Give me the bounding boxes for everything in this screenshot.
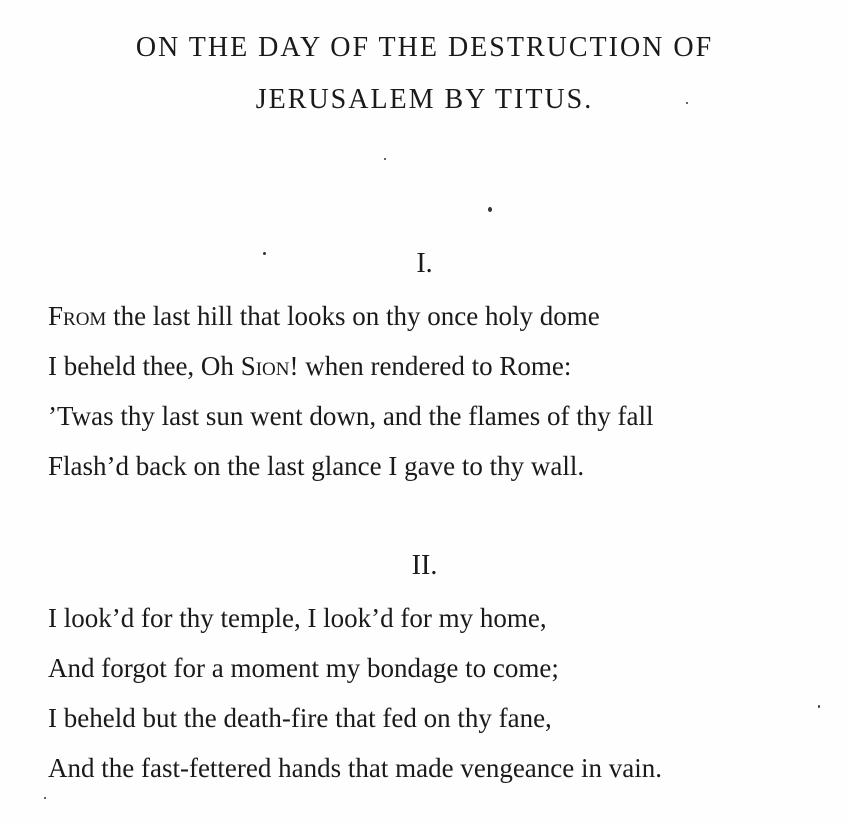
stanza-1-line-2-rest: ! when rendered to Rome: [289, 351, 572, 381]
stanza-1-line-1-lead: From [48, 301, 107, 331]
scan-speck [818, 705, 820, 708]
stanza-1-line-4: Flash’d back on the last glance I gave to thy wall. [48, 451, 585, 481]
scan-speck [686, 102, 688, 104]
stanza-1-line-2 [48, 350, 571, 382]
scan-speck [488, 207, 492, 212]
stanza-1-line-1 [48, 300, 600, 332]
stanza-1-line-2-name: Sion [240, 351, 290, 381]
stanza-2-line-2: And forgot for a moment my bondage to come; [48, 653, 559, 683]
scan-speck [263, 252, 266, 255]
stanza-2-line-1: I look’d for thy temple, I look’d for my home, [48, 603, 547, 633]
stanza-2-line-3: I beheld but the death-fire that fed on thy fane, [48, 703, 552, 733]
poem-title-line-1: ON THE DAY OF THE DESTRUCTION OF [135, 32, 714, 63]
stanza-numeral-1: I. [416, 248, 433, 279]
stanza-1-line-2-lead: I beheld thee, Oh [48, 351, 241, 381]
stanza-numeral-2: II. [411, 550, 438, 581]
scan-speck [44, 797, 46, 799]
scan-speck [384, 158, 386, 160]
stanza-1-line-3: ’Twas thy last sun went down, and the flames of thy fall [48, 401, 654, 431]
stanza-1-line-1-rest: the last hill that looks on thy once holy dome [106, 301, 600, 331]
stanza-2-line-4: And the fast-fettered hands that made vengeance in vain. [48, 753, 662, 783]
poem-title-line-2: JERUSALEM BY TITUS. [255, 84, 594, 115]
